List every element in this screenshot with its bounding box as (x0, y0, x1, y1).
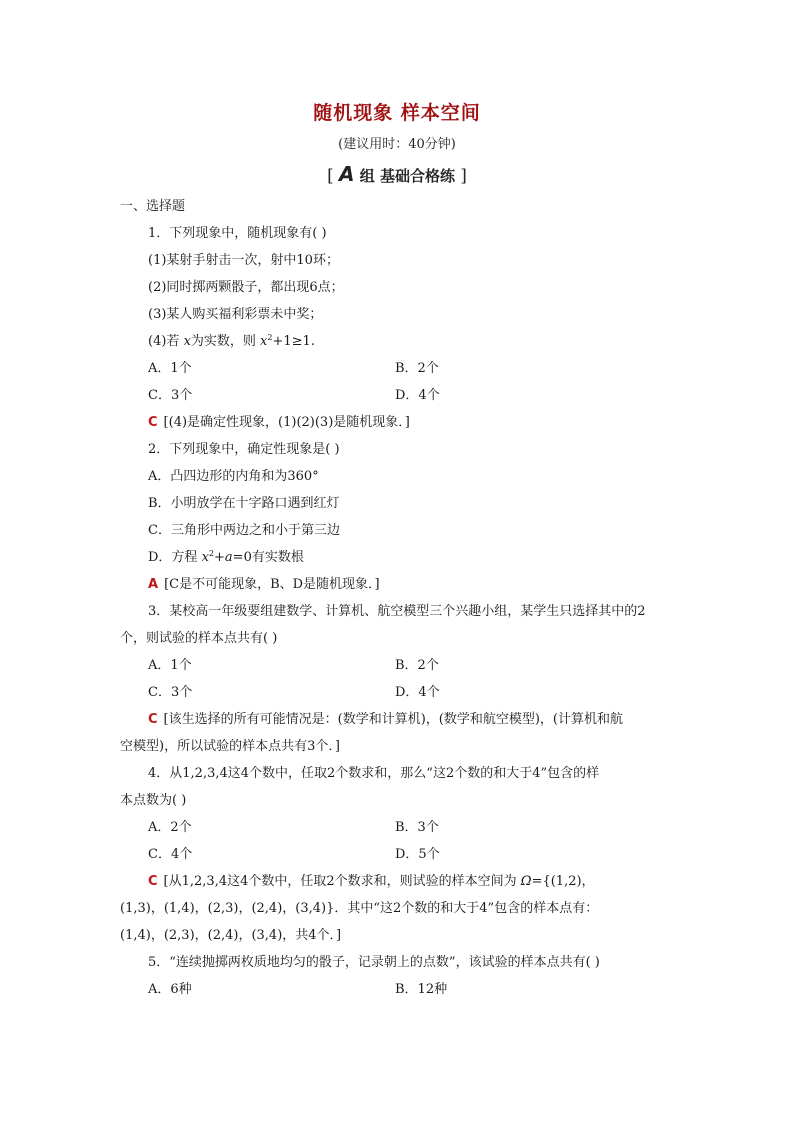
q2-option-b: B．小明放学在十字路口遇到红灯 (148, 496, 340, 511)
q3-options-row-2 (120, 679, 680, 706)
bracket-open: [ (327, 166, 334, 186)
q2-option-a: A．凸四边形的内角和为360° (148, 469, 319, 484)
q3-option-b: B．2个 (395, 658, 439, 673)
q1-item-3: (3)某人购买福利彩票未中奖； (148, 307, 323, 322)
answer-letter: C (148, 415, 158, 430)
q1-item-1: (1)某射手射击一次，射中10环； (148, 253, 339, 268)
q2-answer: A [C是不可能现象，B、D是随机现象．] (148, 577, 380, 592)
q2-option-c: C．三角形中两边之和小于第三边 (148, 523, 340, 538)
q1-option-b: B．2个 (395, 361, 439, 376)
q5-stem: 5．“连续抛掷两枚质地均匀的骰子，记录朝上的点数”，该试验的样本点共有( ) (148, 955, 600, 970)
group-name: 组 基础合格练 (359, 167, 455, 185)
q3-stem-2: 个，则试验的样本点共有( ) (120, 631, 278, 646)
suggested-time: (建议用时：40分钟) (338, 137, 456, 152)
q4-stem-2: 本点数为( ) (120, 793, 187, 808)
answer-letter: C (148, 874, 158, 889)
q3-option-d: D．4个 (395, 685, 440, 700)
q4-options-row-2 (120, 841, 680, 868)
q1-option-d: D．4个 (395, 388, 440, 403)
bracket-close: ] (460, 166, 467, 186)
section-heading: 一、选择题 (120, 199, 186, 214)
answer-letter: C (148, 712, 158, 727)
q2-stem: 2．下列现象中，确定性现象是( ) (148, 442, 340, 457)
q4-answer-1: C [从1,2,3,4这4个数中，任取2个数求和，则试验的样本空间为 Ω={(1,2)， (148, 874, 595, 889)
q1-option-c: C．3个 (148, 388, 193, 403)
q1-stem: 1．下列现象中，随机现象有( ) (148, 226, 327, 241)
q4-answer-2: (1,3)，(1,4)，(2,3)，(2,4)，(3,4)}．其中“这2个数的和大于4”包含的样本点有： (120, 901, 599, 916)
q1-item-2: (2)同时掷两颗骰子，都出现6点； (148, 280, 344, 295)
q1-options-row-2 (120, 382, 680, 409)
page-title: 随机现象 样本空间 (313, 102, 481, 124)
q1-options-row-1 (120, 355, 680, 382)
q5-option-b: B．12种 (395, 982, 448, 997)
answer-letter: A (148, 577, 159, 592)
q3-option-c: C．3个 (148, 685, 193, 700)
q4-option-d: D．5个 (395, 847, 440, 862)
q3-options-row-1 (120, 652, 680, 679)
group-letter: A (339, 162, 355, 186)
q1-option-a: A．1个 (148, 361, 192, 376)
q4-option-c: C．4个 (148, 847, 193, 862)
q3-answer-1: C [该生选择的所有可能情况是：(数学和计算机)，(数学和航空模型)，(计算机和航 (148, 712, 623, 727)
q3-answer-2: 空模型)，所以试验的样本点共有3个．] (120, 739, 340, 754)
q5-options-row-1 (120, 976, 680, 1003)
q4-options-row-1 (120, 814, 680, 841)
q2-option-d: D．方程 $x^2+a=0$有实数根 (148, 549, 304, 565)
q1-answer: C [(4)是确定性现象，(1)(2)(3)是随机现象．] (148, 415, 410, 430)
q1-item-4: (4)若 x为实数，则 $x^2+1\ge 1$. (148, 333, 315, 349)
q3-stem-1: 3．某校高一年级要组建数学、计算机、航空模型三个兴趣小组，某学生只选择其中的2 (148, 604, 646, 619)
q4-option-b: B．3个 (395, 820, 439, 835)
group-heading (0, 162, 794, 186)
q3-option-a: A．1个 (148, 658, 192, 673)
question-list (120, 193, 680, 1003)
q4-stem-1: 4．从1,2,3,4这4个数中，任取2个数求和，那么“这2个数的和大于4”包含的样 (148, 766, 600, 781)
q5-option-a: A．6种 (148, 982, 192, 997)
q4-option-a: A．2个 (148, 820, 192, 835)
q4-answer-3: (1,4)，(2,3)，(2,4)，(3,4)，共4个．] (120, 928, 342, 943)
